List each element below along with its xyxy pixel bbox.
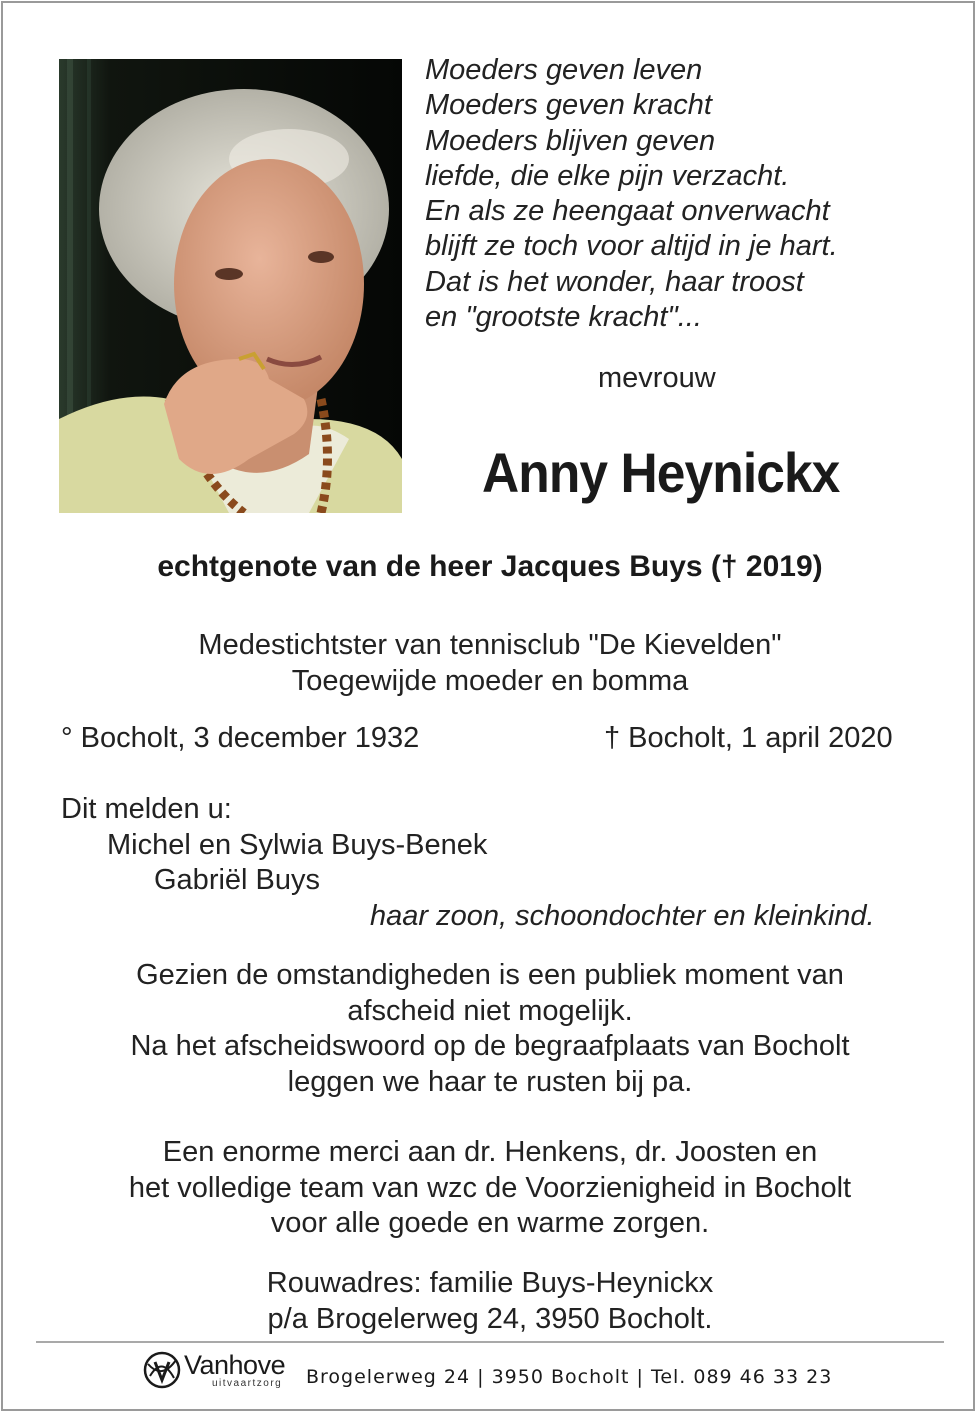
funeral-home-logo	[142, 1350, 302, 1396]
logo-subtitle: uitvaartzorg	[212, 1378, 283, 1389]
poem-line: Dat is het wonder, haar troost	[425, 265, 804, 298]
notice-line: afscheid niet mogelijk.	[347, 994, 633, 1027]
mourning-address	[0, 1266, 980, 1337]
poem-line: Moeders geven leven	[425, 54, 703, 86]
poem-line: Moeders geven kracht	[425, 89, 712, 122]
address-line: p/a Brogelerweg 24, 3950 Bocholt.	[267, 1302, 713, 1335]
poem-line: Moeders blijven geven	[425, 124, 716, 157]
spouse-line: echtgenote van de heer Jacques Buys († 2019)	[157, 550, 823, 583]
address-line: Rouwadres: familie Buys-Heynickx	[266, 1267, 714, 1299]
family-relation: haar zoon, schoondochter en kleinkind.	[370, 900, 875, 932]
announce-intro: Dit melden u:	[61, 793, 232, 825]
family-member: Gabriël Buys	[154, 864, 321, 896]
notice-line: leggen we haar te rusten bij pa.	[287, 1065, 693, 1098]
notice-line: Gezien de omstandigheden is een publiek moment van	[136, 959, 844, 991]
deceased-name: Anny Heynickx	[482, 441, 840, 504]
poem-line: liefde, die elke pijn verzacht.	[425, 159, 790, 192]
footer-contact: Brogelerweg 24 | 3950 Bocholt | Tel. 089 46 33 23	[306, 1366, 833, 1388]
poem	[425, 53, 945, 335]
thanks-line: het volledige team van wzc de Voorzienigheid in Bocholt	[128, 1171, 852, 1204]
death-info: † Bocholt, 1 april 2020	[604, 722, 893, 754]
funeral-notice	[0, 958, 980, 1100]
thanks-line: voor alle goede en warme zorgen.	[270, 1207, 710, 1239]
birth-info: ° Bocholt, 3 december 1932	[61, 722, 420, 754]
thanks-note	[0, 1135, 980, 1242]
honorific: mevrouw	[598, 362, 716, 394]
vanhove-emblem-icon	[142, 1350, 182, 1390]
thanks-line: Een enorme merci aan dr. Henkens, dr. Joosten en	[162, 1136, 818, 1168]
footer-divider	[36, 1341, 944, 1343]
logo-name: Vanhove	[184, 1350, 286, 1380]
bio	[0, 628, 980, 699]
bio-line: Medestichtster van tennisclub "De Kievelden"	[198, 629, 782, 661]
family-member: Michel en Sylwia Buys-Benek	[107, 829, 488, 861]
notice-line: Na het afscheidswoord op de begraafplaats van Bocholt	[130, 1030, 850, 1062]
poem-line: en "grootste kracht"...	[425, 301, 702, 334]
bio-line: Toegewijde moeder en bomma	[291, 664, 689, 697]
poem-line: En als ze heengaat onverwacht	[425, 195, 830, 228]
portrait-photo	[59, 59, 402, 513]
poem-line: blijft ze toch voor altijd in je hart.	[425, 230, 838, 263]
